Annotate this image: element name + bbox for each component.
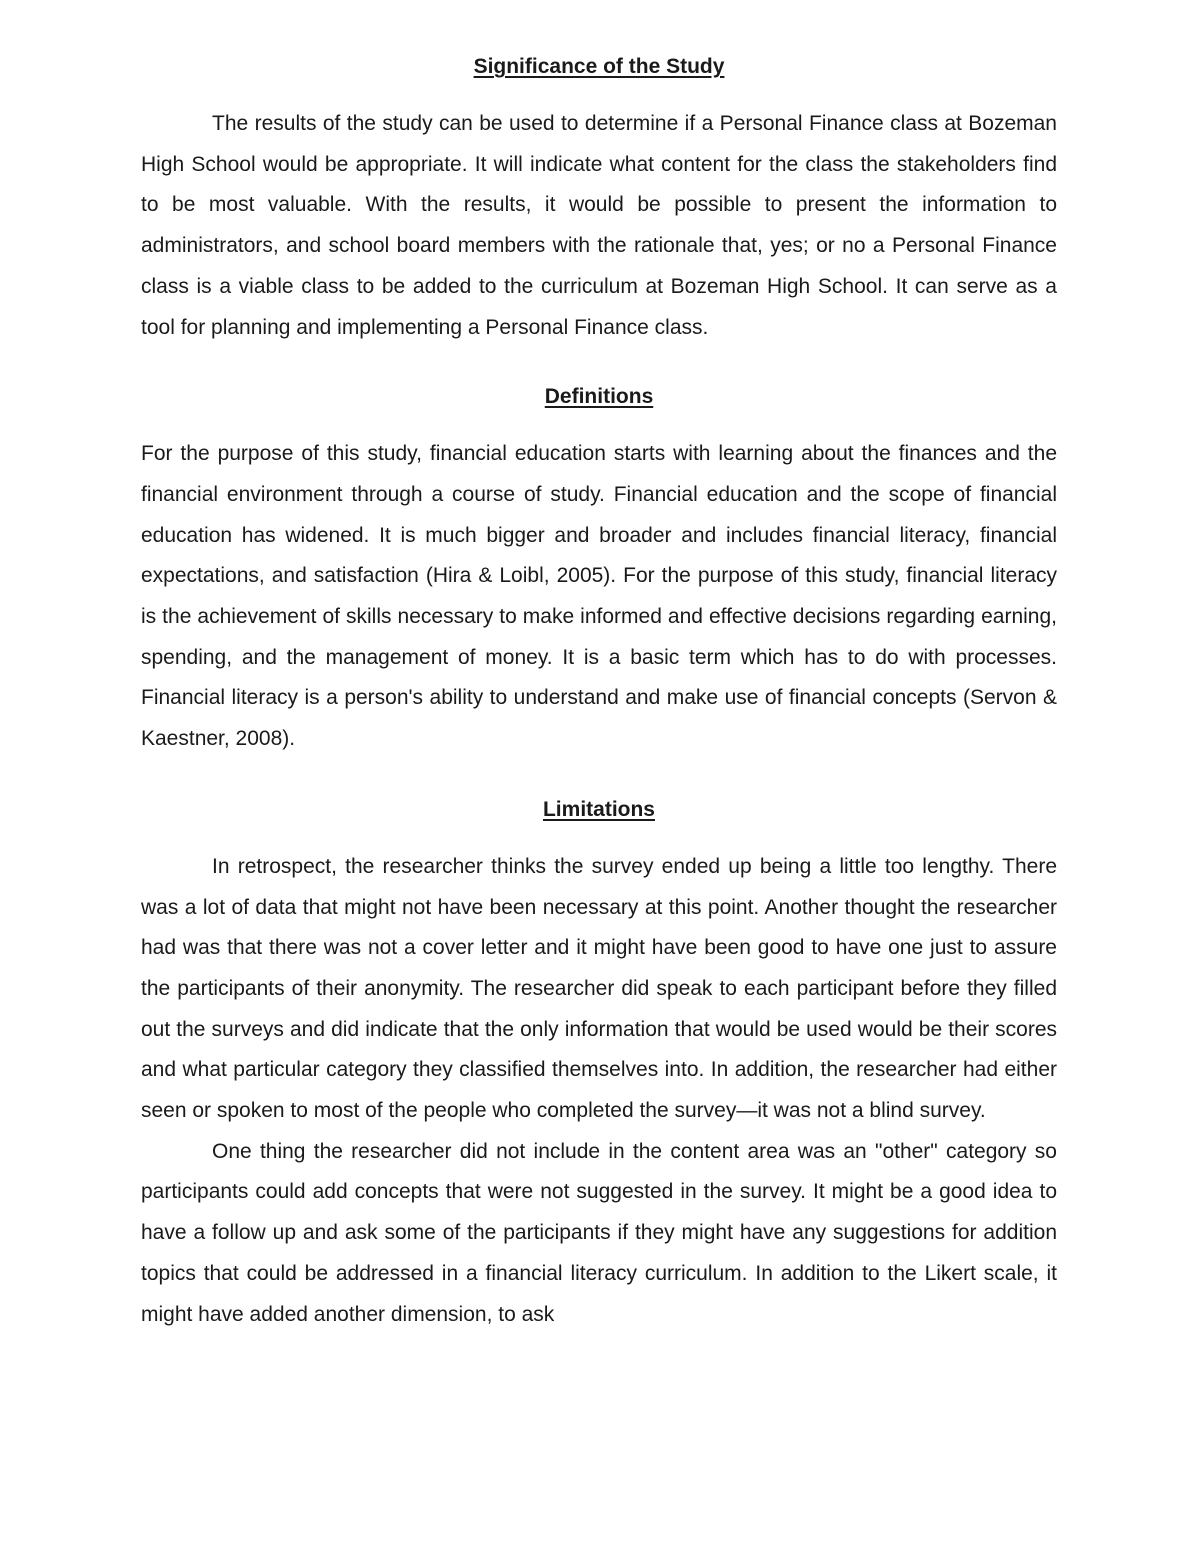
paragraph-significance: The results of the study can be used to determine if a Personal Finance class at Bozeman High School would be appropriate. It will indicate what content for the class the stakeholders find to be most valuable. With the results, it would be possible to present the information to administrators, and school board members with the rationale that, yes; or no a Personal Finance class is a viable class to be added to the curriculum at Bozeman High School. It can serve as a tool for planning and implementing a Personal Finance class.: [141, 112, 1057, 339]
section-heading-definitions: Definitions: [544, 385, 654, 409]
paragraph-limitations-2: One thing the researcher did not include in the content area was an "other" category so participants could add concepts that were not suggested in the survey. It might be a good idea to have a follow up and ask some of the participants if they might have any suggestions for addition topics that could be addressed in a financial literacy curriculum. In addition to the Likert scale, it might have added another dimension, to ask: [141, 1139, 1057, 1326]
document-body: [141, 50, 1057, 1335]
section-heading-significance: Significance of the Study: [473, 55, 725, 78]
section-heading-limitations: Limitations: [542, 797, 655, 821]
paragraph-definitions: For the purpose of this study, financial education starts with learning about the finances and the financial environment through a course of study. Financial education and the scope of financial education has widened. It is much bigger and broader and includes financial literacy, financial expectations, and satisfaction (Hira & Loibl, 2005). For the purpose of this study, financial literacy is the achievement of skills necessary to make informed and effective decisions regarding earning, spending, and the management of money. It is a basic term which has to do with processes. Financial literacy is a person's ability to understand and make use of financial concepts (Servon & Kaestner, 2008).: [141, 442, 1057, 751]
paragraph-limitations-1: In retrospect, the researcher thinks the survey ended up being a little too lengthy. There was a lot of data that might not have been necessary at this point. Another thought the researcher had was that there was not a cover letter and it might have been good to have one just to assure the participants of their anonymity. The researcher did speak to each participant before they filled out the surveys and did indicate that the only information that would be used would be their scores and what particular category they classified themselves into. In addition, the researcher had either seen or spoken to most of the people who completed the survey—it was not a blind survey.: [141, 854, 1057, 1123]
